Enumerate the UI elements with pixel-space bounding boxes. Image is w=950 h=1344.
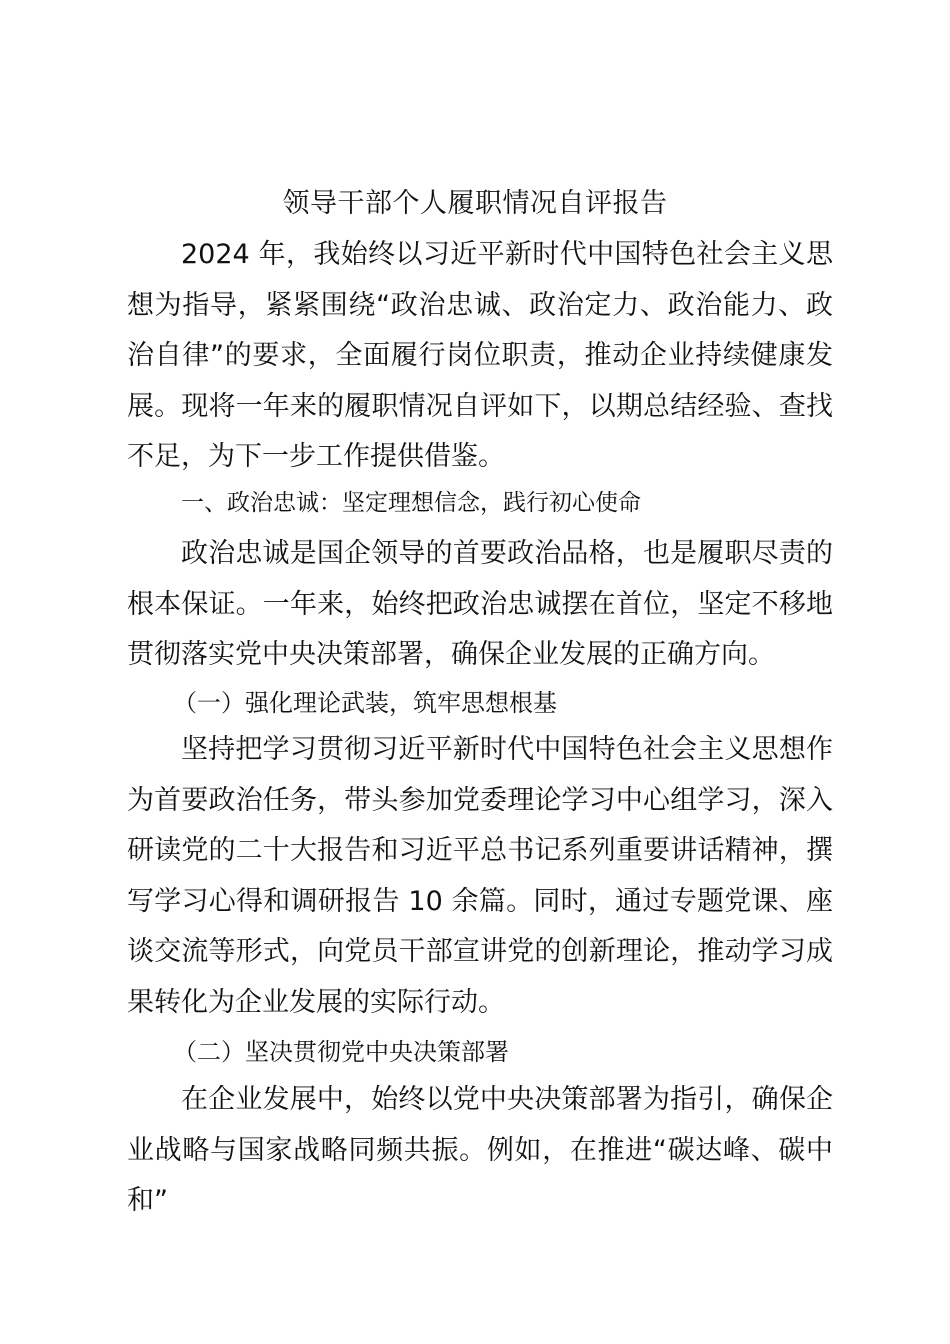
subsection-1-paragraph: 坚持把学习贯彻习近平新时代中国特色社会主义思想作为首要政治任务，带头参加党委理论学习中心组学习，深入研读党的二十大报告和习近平总书记系列重要讲话精神，撰写学习心得和调研报告 10 余篇。同时，通过专题党课、座谈交流等形式，向党员干部宣讲党的创新理论，推动学习成果转化为企业发展的实际行动。 [127, 734, 833, 1018]
intro-paragraph: 2024 年，我始终以习近平新时代中国特色社会主义思想为指导，紧紧围绕“政治忠诚、政治定力、政治能力、政治自律”的要求，全面履行岗位职责，推动企业持续健康发展。现将一年来的履职情况自评如下，以期总结经验、查找不足，为下一步工作提供借鉴。 [127, 239, 833, 472]
section-1-heading: 一、政治忠诚：坚定理想信念，践行初心使命 [181, 490, 641, 516]
subsection-1-heading: （一）强化理论武装，筑牢思想根基 [173, 689, 557, 717]
document-title: 领导干部个人履职情况自评报告 [282, 188, 668, 219]
section-1-paragraph: 政治忠诚是国企领导的首要政治品格，也是履职尽责的根本保证。一年来，始终把政治忠诚摆在首位，坚定不移地贯彻落实党中央决策部署，确保企业发展的正确方向。 [127, 538, 833, 670]
subsection-2-paragraph: 在企业发展中，始终以党中央决策部署为指引，确保企业战略与国家战略同频共振。例如，在推进“碳达峰、碳中和” [127, 1084, 833, 1216]
subsection-2-heading: （二）坚决贯彻党中央决策部署 [173, 1038, 509, 1066]
